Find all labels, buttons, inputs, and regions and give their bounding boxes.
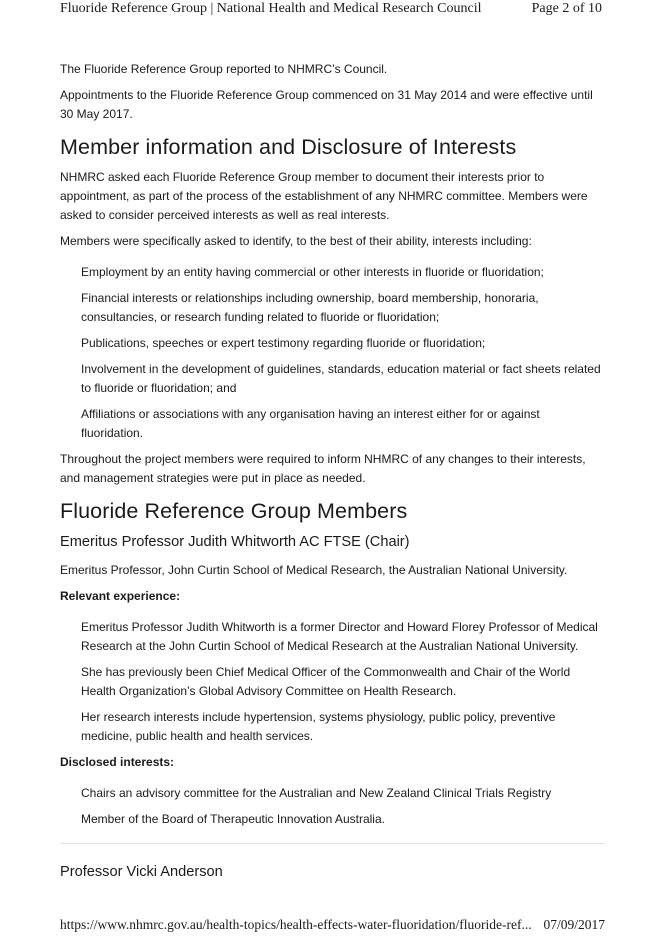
list-item: Her research interests include hypertension, systems physiology, public policy, preventive medicine, public health and health services. xyxy=(81,710,556,743)
section-heading-members: Fluoride Reference Group Members xyxy=(60,499,408,523)
page-footer xyxy=(60,917,605,935)
divider xyxy=(60,843,605,844)
section-heading-disclosure: Member information and Disclosure of Interests xyxy=(60,135,517,159)
document-body xyxy=(60,60,605,891)
list-item: Publications, speeches or expert testimony regarding fluoride or fluoridation; xyxy=(81,336,486,350)
disclosed-list xyxy=(81,784,605,829)
list-item: Employment by an entity having commercial or other interests in fluoride or fluoridation; xyxy=(81,265,544,279)
disclosed-label: Disclosed interests: xyxy=(60,755,175,769)
interests-list xyxy=(81,263,605,443)
intro-paragraph-2: Appointments to the Fluoride Reference Group commenced on 31 May 2014 and were effective until 30 May 2017. xyxy=(60,88,593,121)
disclosure-paragraph-1: NHMRC asked each Fluoride Reference Group member to document their interests prior to appointment, as part of the process of the establishment of any NHMRC committee. Members were asked to consider perceived interests as well as real interests. xyxy=(60,170,588,222)
header-title: Fluoride Reference Group | National Health and Medical Research Council xyxy=(60,1,482,16)
footer-date: 07/09/2017 xyxy=(543,917,605,932)
list-item: Member of the Board of Therapeutic Innovation Australia. xyxy=(81,812,385,826)
list-item: Involvement in the development of guidelines, standards, education material or fact sheets related to fluoride or fluoridation; and xyxy=(81,362,601,395)
page-number: Page 2 of 10 xyxy=(531,1,602,16)
list-item: Affiliations or associations with any organisation having an interest either for or against fluoridation. xyxy=(81,407,540,440)
page-header xyxy=(60,0,602,20)
disclosure-paragraph-2: Members were specifically asked to identify, to the best of their ability, interests including: xyxy=(60,234,532,248)
list-item: Financial interests or relationships including ownership, board membership, honoraria, consultancies, or research funding related to fluoride or fluoridation; xyxy=(81,291,539,324)
member-name-whitworth: Emeritus Professor Judith Whitworth AC FTSE (Chair) xyxy=(60,534,410,550)
disclosure-paragraph-3: Throughout the project members were required to inform NHMRC of any changes to their interests, and management strategies were put in place as needed. xyxy=(60,452,586,485)
member-name-anderson: Professor Vicki Anderson xyxy=(60,864,223,880)
footer-url: https://www.nhmrc.gov.au/health-topics/health-effects-water-fluoridation/fluoride-ref... xyxy=(60,917,532,932)
member-position: Emeritus Professor, John Curtin School of Medical Research, the Australian National University. xyxy=(60,563,568,577)
intro-paragraph-1: The Fluoride Reference Group reported to NHMRC’s Council. xyxy=(60,62,388,76)
experience-label: Relevant experience: xyxy=(60,589,181,603)
experience-list xyxy=(81,618,605,746)
list-item: Chairs an advisory committee for the Australian and New Zealand Clinical Trials Registry xyxy=(81,786,552,800)
list-item: Emeritus Professor Judith Whitworth is a former Director and Howard Florey Professor of Medical Research at the John Curtin School of Medical Research at the Australian National University. xyxy=(81,620,598,653)
list-item: She has previously been Chief Medical Officer of the Commonwealth and Chair of the World Health Organization’s Global Advisory Committee on Health Research. xyxy=(81,665,571,698)
